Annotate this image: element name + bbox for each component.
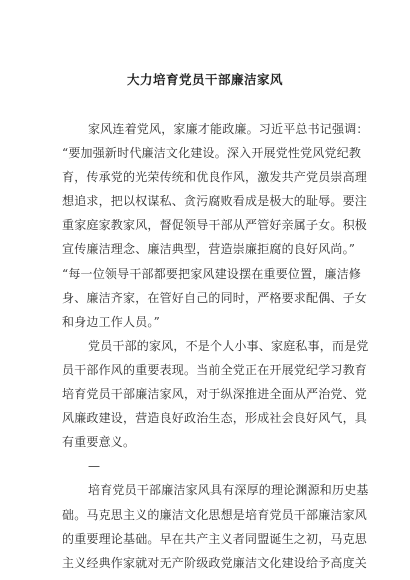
text-line: 育，传承党的光荣传统和优良作风，激发共产党员崇高理: [62, 170, 368, 185]
text-line: 身、廉洁齐家，在管好自己的同时，严格要求配偶、子女: [62, 290, 368, 305]
section-divider: [62, 454, 352, 478]
text-line: 主义经典作家就对无产阶级政党廉洁文化建设给予高度关: [62, 555, 368, 570]
text-line: 党员干部的家风，不是个人小事、家庭私事，而是党: [88, 338, 369, 353]
text-line: 培育党员干部廉洁家风具有深厚的理论渊源和历史基: [88, 483, 369, 498]
text-line: 的重要理论基础。早在共产主义者同盟诞生之初，马克思: [62, 531, 368, 546]
text-line: 培育党员干部廉洁家风，对于纵深推进全面从严治党、党: [62, 387, 368, 402]
text-line: “要加强新时代廉洁文化建设。深入开展党性党风党纪教: [62, 146, 362, 161]
text-line: “每一位领导干部都要把家风建设摆在重要位置，廉洁修: [62, 266, 362, 281]
text-line: 风廉政建设，营造良好政治生态，形成社会良好风气，具: [62, 411, 368, 426]
section-dash: —: [88, 459, 101, 474]
text-line: 有重要意义。: [62, 435, 136, 450]
text-line: 家风连着党风，家廉才能政廉。习近平总书记强调：: [88, 122, 369, 136]
text-line: 员干部作风的重要表现。当前全党正在开展党纪学习教育: [62, 362, 368, 377]
text-line: 和身边工作人员。”: [62, 314, 160, 329]
paragraph-1: [62, 117, 369, 334]
text-line: 想追求，把以权谋私、贪污腐败看成是极大的耻辱。要注: [62, 194, 368, 209]
paragraph-3: [62, 478, 369, 574]
text-line: 宣传廉洁理念、廉洁典型，营造崇廉拒腐的良好风尚。”: [62, 242, 356, 257]
paragraph-2: [62, 334, 369, 454]
document-body: [62, 117, 369, 575]
text-line: 础。马克思主义的廉洁文化思想是培育党员干部廉洁家风: [62, 507, 368, 522]
text-line: 重家庭家教家风，督促领导干部从严管好亲属子女。积极: [62, 218, 368, 233]
document-title: 大力培育党员干部廉洁家风: [126, 72, 283, 87]
